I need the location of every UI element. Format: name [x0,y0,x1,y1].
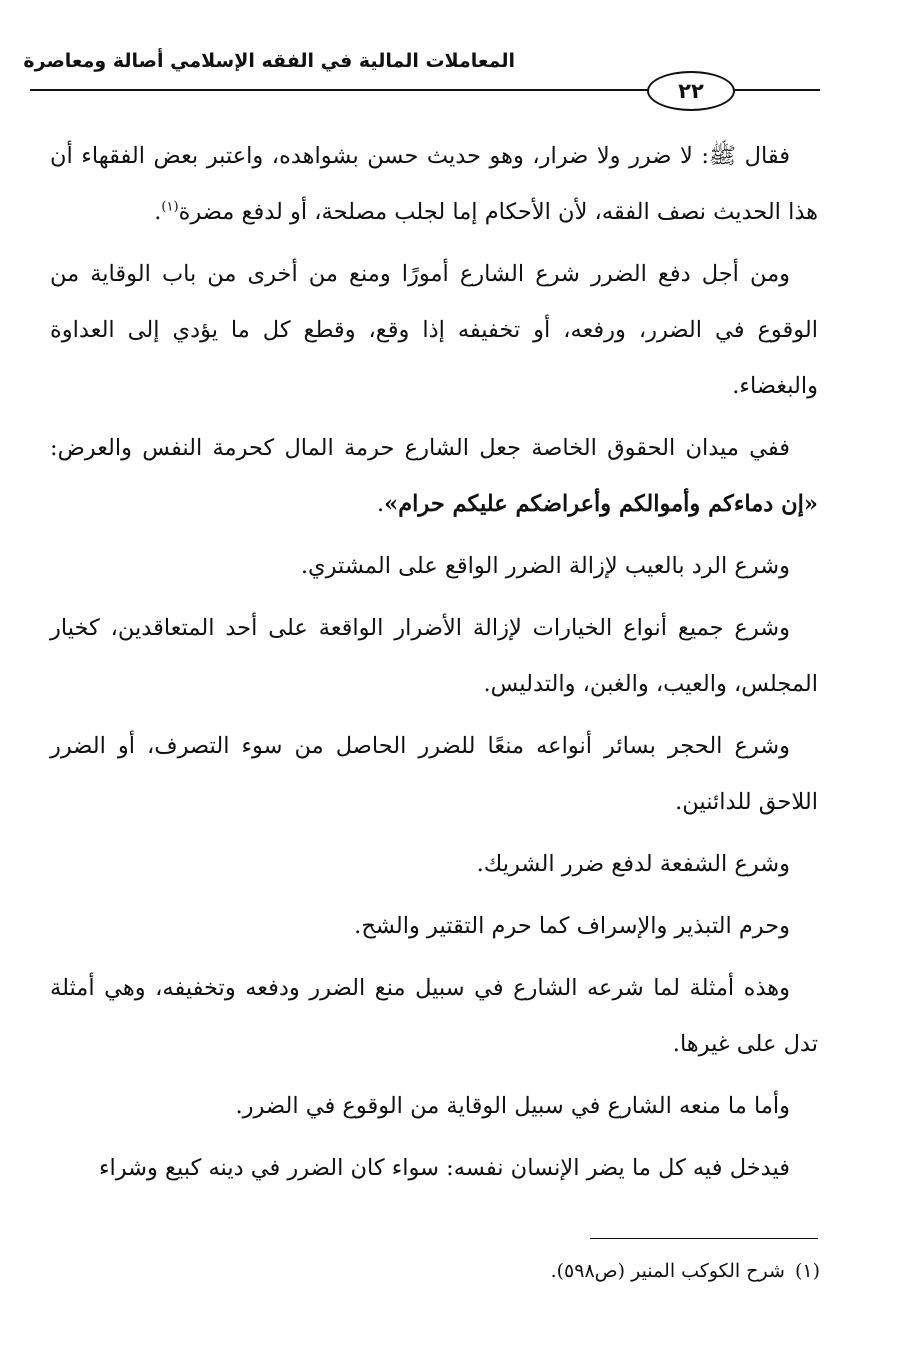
running-title: المعاملات المالية في الفقه الإسلامي أصالة ومعاصرة [23,50,515,72]
paragraph-2: ومن أجل دفع الضرر شرع الشارع أمورًا ومنع من أخرى من باب الوقاية من الوقوع في الضرر، ورفعه، أو تخفيفه إذا وقع، وقطع كل ما يؤدي إلى العداوة والبغضاء. [50,261,818,399]
footnote-reference[interactable]: (١) [161,199,179,215]
footnote-text: شرح الكوكب المنير (ص٥٩٨). [550,1260,785,1282]
paragraph-6: وشرع الحجر بسائر أنواعه منعًا للضرر الحاصل من سوء التصرف، أو الضرر اللاحق للدائنين. [50,733,818,815]
paragraph-5: وشرع جميع أنواع الخيارات لإزالة الأضرار الواقعة على أحد المتعاقدين، كخيار المجلس، والعيب، والغبن، والتدليس. [50,615,818,697]
paragraph-8: وحرم التبذير والإسراف كما حرم التقتير والشح. [354,913,790,939]
body-text [50,128,818,1202]
paragraph-1 [50,128,818,240]
paragraph-3 [50,420,818,532]
paragraph-3-end: . [377,491,385,517]
paragraph-7: وشرع الشفعة لدفع ضرر الشريك. [476,851,790,877]
paragraph-9: وهذه أمثلة لما شرعه الشارع في سبيل منع الضرر ودفعه وتخفيفه، وهي أمثلة تدل على غيرها. [50,975,818,1057]
hadith-quote: «إن دماءكم وأموالكم وأعراضكم عليكم حرام» [384,491,818,517]
paragraph-11: فيدخل فيه كل ما يضر الإنسان نفسه: سواء كان الضرر في دينه كبيع وشراء [98,1155,790,1181]
paragraph-10: وأما ما منعه الشارع في سبيل الوقاية من الوقوع في الضرر. [235,1093,790,1119]
footnote-separator [590,1238,818,1239]
paragraph-3-text: ففي ميدان الحقوق الخاصة جعل الشارع حرمة المال كحرمة النفس والعرض: [50,435,790,461]
paragraph-1-text: فقال ﷺ: لا ضرر ولا ضرار، وهو حديث حسن بشواهده، واعتبر بعض الفقهاء أن هذا الحديث نصف الفقه، لأن الأحكام إما لجلب مصلحة، أو لدفع مضرة [50,143,818,225]
paragraph-1-end: . [154,199,162,225]
footnote-marker: (١) [794,1260,820,1282]
page-number: ٢٢ [647,71,735,111]
footnote [350,1256,820,1286]
paragraph-4: وشرع الرد بالعيب لإزالة الضرر الواقع على المشتري. [300,553,790,579]
